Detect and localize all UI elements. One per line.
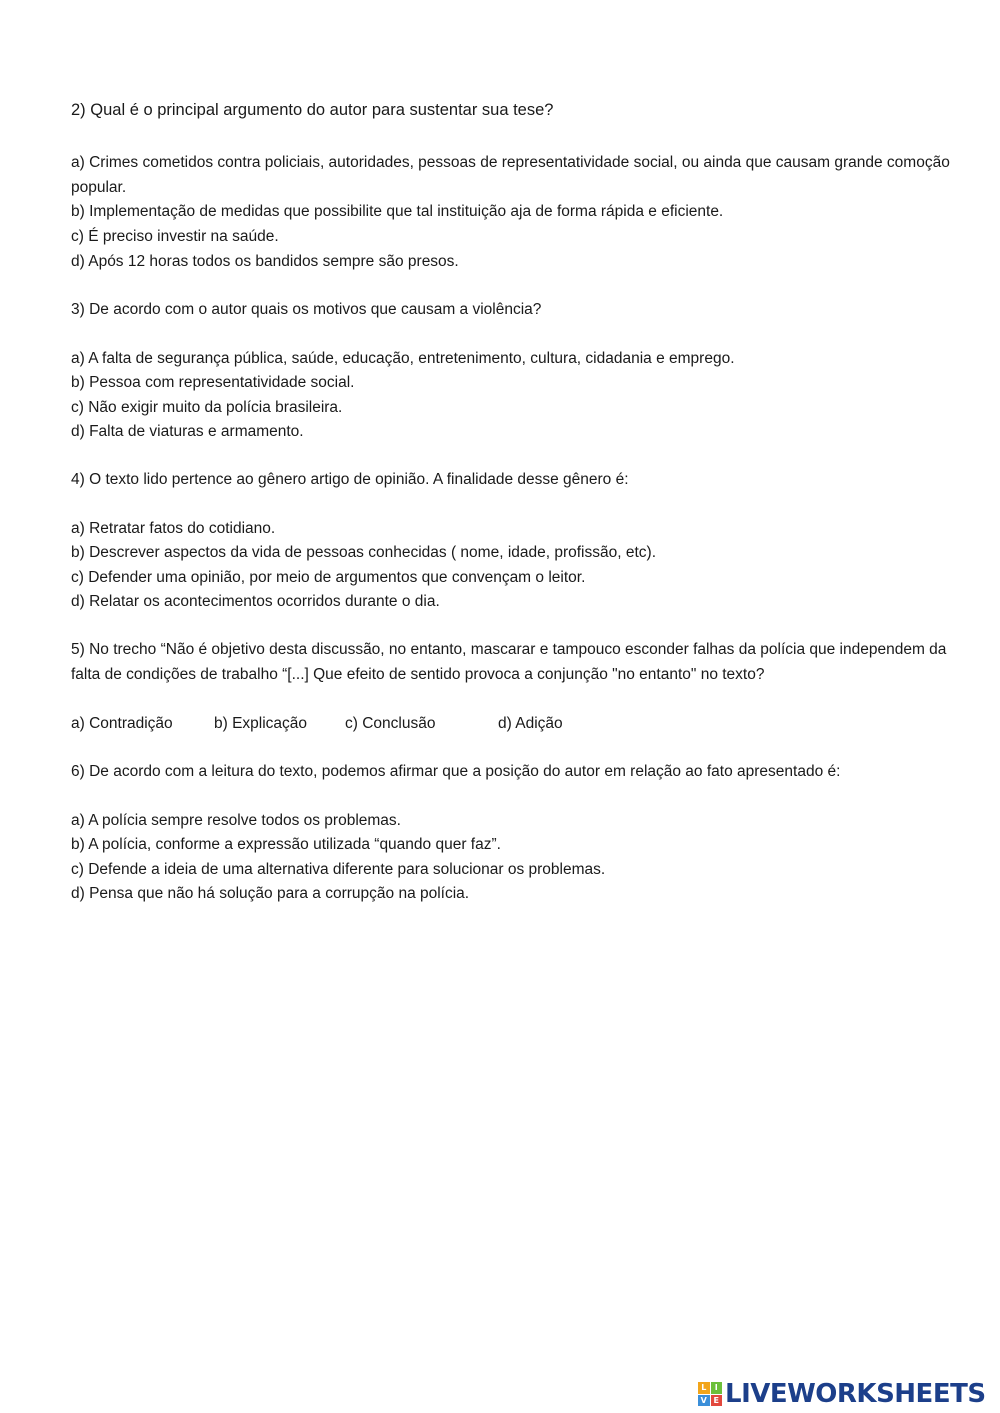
question-5-option-b[interactable]: b) Explicação [214, 715, 308, 732]
question-6-title: 6) De acordo com a leitura do texto, podemos afirmar que a posição do autor em relação ao fato apresentado é: [71, 763, 841, 780]
question-4-option-a[interactable]: a) Retratar fatos do cotidiano. [71, 520, 276, 537]
question-6-option-b[interactable]: b) A polícia, conforme a expressão utilizada “quando quer faz”. [71, 836, 501, 853]
question-6-option-c[interactable]: c) Defende a ideia de uma alternativa diferente para solucionar os problemas. [71, 861, 606, 878]
question-6-option-a[interactable]: a) A polícia sempre resolve todos os problemas. [71, 812, 401, 829]
question-4-option-c[interactable]: c) Defender uma opinião, por meio de argumentos que convençam o leitor. [71, 569, 586, 586]
question-3-option-b[interactable]: b) Pessoa com representatividade social. [71, 374, 355, 391]
liveworksheets-logo [698, 1378, 986, 1410]
question-3-option-d[interactable]: d) Falta de viaturas e armamento. [71, 423, 304, 440]
question-4-option-d[interactable]: d) Relatar os acontecimentos ocorridos durante o dia. [71, 593, 440, 610]
question-6-option-d[interactable]: d) Pensa que não há solução para a corrupção na polícia. [71, 885, 470, 902]
question-4-title: 4) O texto lido pertence ao gênero artigo de opinião. A finalidade desse gênero é: [71, 471, 629, 488]
liveworksheets-wordmark: LIVEWORKSHEETS [725, 1379, 986, 1409]
question-5-option-c[interactable]: c) Conclusão [345, 715, 436, 732]
question-5-option-d[interactable]: d) Adição [498, 715, 563, 732]
logo-mark-letter: L [698, 1382, 710, 1394]
liveworksheets-mark-icon [698, 1382, 722, 1406]
question-2-title: 2) Qual é o principal argumento do autor para sustentar sua tese? [71, 101, 554, 119]
logo-mark-letter: I [711, 1382, 723, 1394]
logo-mark-letter: E [711, 1395, 723, 1407]
question-4-option-b[interactable]: b) Descrever aspectos da vida de pessoas conhecidas ( nome, idade, profissão, etc). [71, 544, 657, 561]
question-2-option-b[interactable]: b) Implementação de medidas que possibilite que tal instituição aja de forma rápida e eficiente. [71, 203, 724, 220]
question-3-option-a[interactable]: a) A falta de segurança pública, saúde, educação, entretenimento, cultura, cidadania e emprego. [71, 350, 735, 367]
question-2-option-d[interactable]: d) Após 12 horas todos os bandidos sempre são presos. [71, 253, 459, 270]
question-5-option-a[interactable]: a) Contradição [71, 715, 173, 732]
question-3-title: 3) De acordo com o autor quais os motivos que causam a violência? [71, 301, 542, 318]
question-5-title: 5) No trecho “Não é objetivo desta discussão, no entanto, mascarar e tampouco esconder falhas da polícia que independem da falta de condições de trabalho “[...] Que efeito de sentido provoca a conjunção "no entanto" no texto? [71, 641, 947, 683]
question-3-option-c[interactable]: c) Não exigir muito da polícia brasileira. [71, 399, 343, 416]
logo-mark-letter: V [698, 1395, 710, 1407]
question-2-option-a[interactable]: a) Crimes cometidos contra policiais, autoridades, pessoas de representatividade social, ou ainda que causam grande comoção popular. [71, 154, 950, 196]
question-2-option-c[interactable]: c) É preciso investir na saúde. [71, 228, 279, 245]
